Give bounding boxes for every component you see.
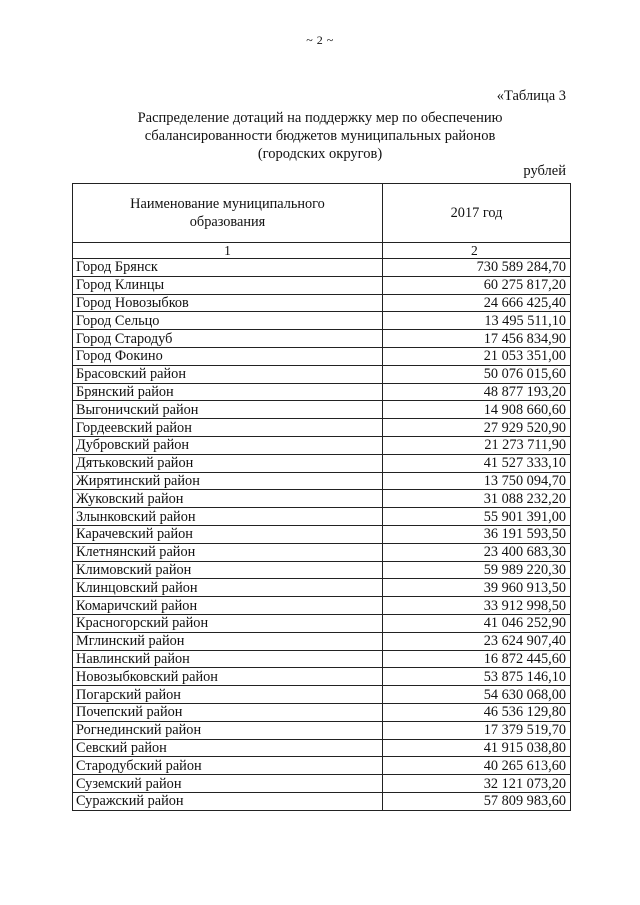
municipality-name: Комаричский район — [73, 597, 383, 615]
municipality-name: Навлинский район — [73, 650, 383, 668]
subsidy-amount: 46 536 129,80 — [383, 703, 571, 721]
table-row — [73, 330, 571, 348]
table-row — [73, 276, 571, 294]
municipality-name: Город Новозыбков — [73, 294, 383, 312]
table-body — [73, 259, 571, 811]
subsidy-amount: 24 666 425,40 — [383, 294, 571, 312]
municipality-name: Мглинский район — [73, 632, 383, 650]
subsidy-amount: 41 046 252,90 — [383, 614, 571, 632]
subsidy-amount: 17 379 519,70 — [383, 721, 571, 739]
title-line: сбалансированности бюджетов муниципальных районов — [144, 128, 496, 144]
table-row — [73, 454, 571, 472]
municipality-name: Новозыбковский район — [73, 668, 383, 686]
table-row — [73, 757, 571, 775]
subsidy-amount: 53 875 146,10 — [383, 668, 571, 686]
table-row — [73, 419, 571, 437]
table-row — [73, 508, 571, 526]
municipality-name: Брасовский район — [73, 365, 383, 383]
subsidy-amount: 21 053 351,00 — [383, 347, 571, 365]
table-row — [73, 472, 571, 490]
subsidy-amount: 41 915 038,80 — [383, 739, 571, 757]
municipality-name: Суражский район — [73, 792, 383, 810]
subsidy-amount: 60 275 817,20 — [383, 276, 571, 294]
subsidy-amount: 730 589 284,70 — [383, 259, 571, 277]
column-number-1: 1 — [73, 243, 383, 259]
subsidy-amount: 14 908 660,60 — [383, 401, 571, 419]
header-year: 2017 год — [383, 184, 571, 243]
table-row — [73, 632, 571, 650]
table-reference: «Таблица 3 — [496, 88, 566, 104]
municipality-name: Дятьковский район — [73, 454, 383, 472]
subsidy-amount: 23 400 683,30 — [383, 543, 571, 561]
table-row — [73, 775, 571, 793]
municipality-name: Красногорский район — [73, 614, 383, 632]
table-row — [73, 597, 571, 615]
unit-label: рублей — [523, 163, 566, 179]
municipality-name: Рогнединский район — [73, 721, 383, 739]
subsidy-amount: 13 495 511,10 — [383, 312, 571, 330]
table-row — [73, 650, 571, 668]
table-header-row — [73, 184, 571, 243]
subsidy-amount: 55 901 391,00 — [383, 508, 571, 526]
subsidy-amount: 36 191 593,50 — [383, 525, 571, 543]
subsidy-table-container — [72, 183, 570, 811]
subsidy-amount: 59 989 220,30 — [383, 561, 571, 579]
table-row — [73, 686, 571, 704]
municipality-name: Жуковский район — [73, 490, 383, 508]
document-title — [0, 109, 640, 163]
municipality-name: Севский район — [73, 739, 383, 757]
municipality-name: Дубровский район — [73, 436, 383, 454]
municipality-name: Гордеевский район — [73, 419, 383, 437]
subsidy-amount: 17 456 834,90 — [383, 330, 571, 348]
subsidy-amount: 33 912 998,50 — [383, 597, 571, 615]
table-row — [73, 401, 571, 419]
table-row — [73, 436, 571, 454]
table-row — [73, 525, 571, 543]
table-row — [73, 383, 571, 401]
subsidy-amount: 48 877 193,20 — [383, 383, 571, 401]
municipality-name: Город Стародуб — [73, 330, 383, 348]
municipality-name: Клинцовский район — [73, 579, 383, 597]
table-row — [73, 312, 571, 330]
municipality-name: Брянский район — [73, 383, 383, 401]
table-row — [73, 561, 571, 579]
municipality-name: Город Клинцы — [73, 276, 383, 294]
table-row — [73, 490, 571, 508]
column-number-row — [73, 243, 571, 259]
municipality-name: Клетнянский район — [73, 543, 383, 561]
municipality-name: Погарский район — [73, 686, 383, 704]
table-row — [73, 703, 571, 721]
municipality-name: Климовский район — [73, 561, 383, 579]
municipality-name: Злынковский район — [73, 508, 383, 526]
subsidy-table — [72, 183, 571, 811]
table-row — [73, 259, 571, 277]
subsidy-amount: 27 929 520,90 — [383, 419, 571, 437]
subsidy-amount: 21 273 711,90 — [383, 436, 571, 454]
subsidy-amount: 13 750 094,70 — [383, 472, 571, 490]
municipality-name: Стародубский район — [73, 757, 383, 775]
table-row — [73, 614, 571, 632]
subsidy-amount: 32 121 073,20 — [383, 775, 571, 793]
title-line: Распределение дотаций на поддержку мер по обеспечению — [137, 110, 503, 126]
subsidy-amount: 31 088 232,20 — [383, 490, 571, 508]
municipality-name: Выгоничский район — [73, 401, 383, 419]
table-row — [73, 347, 571, 365]
table-row — [73, 668, 571, 686]
subsidy-amount: 39 960 913,50 — [383, 579, 571, 597]
municipality-name: Карачевский район — [73, 525, 383, 543]
subsidy-amount: 57 809 983,60 — [383, 792, 571, 810]
municipality-name: Суземский район — [73, 775, 383, 793]
table-row — [73, 721, 571, 739]
table-row — [73, 579, 571, 597]
table-row — [73, 739, 571, 757]
subsidy-amount: 41 527 333,10 — [383, 454, 571, 472]
subsidy-amount: 16 872 445,60 — [383, 650, 571, 668]
municipality-name: Город Брянск — [73, 259, 383, 277]
subsidy-amount: 23 624 907,40 — [383, 632, 571, 650]
subsidy-amount: 54 630 068,00 — [383, 686, 571, 704]
municipality-name: Почепский район — [73, 703, 383, 721]
table-row — [73, 365, 571, 383]
page-number: ~ 2 ~ — [306, 33, 334, 47]
table-row — [73, 543, 571, 561]
table-row — [73, 294, 571, 312]
municipality-name: Город Сельцо — [73, 312, 383, 330]
subsidy-amount: 50 076 015,60 — [383, 365, 571, 383]
municipality-name: Жирятинский район — [73, 472, 383, 490]
municipality-name: Город Фокино — [73, 347, 383, 365]
column-number-2: 2 — [383, 243, 571, 259]
title-line: (городских округов) — [257, 146, 383, 162]
subsidy-amount: 40 265 613,60 — [383, 757, 571, 775]
table-row — [73, 792, 571, 810]
header-name: Наименование муниципального образования — [73, 184, 383, 243]
